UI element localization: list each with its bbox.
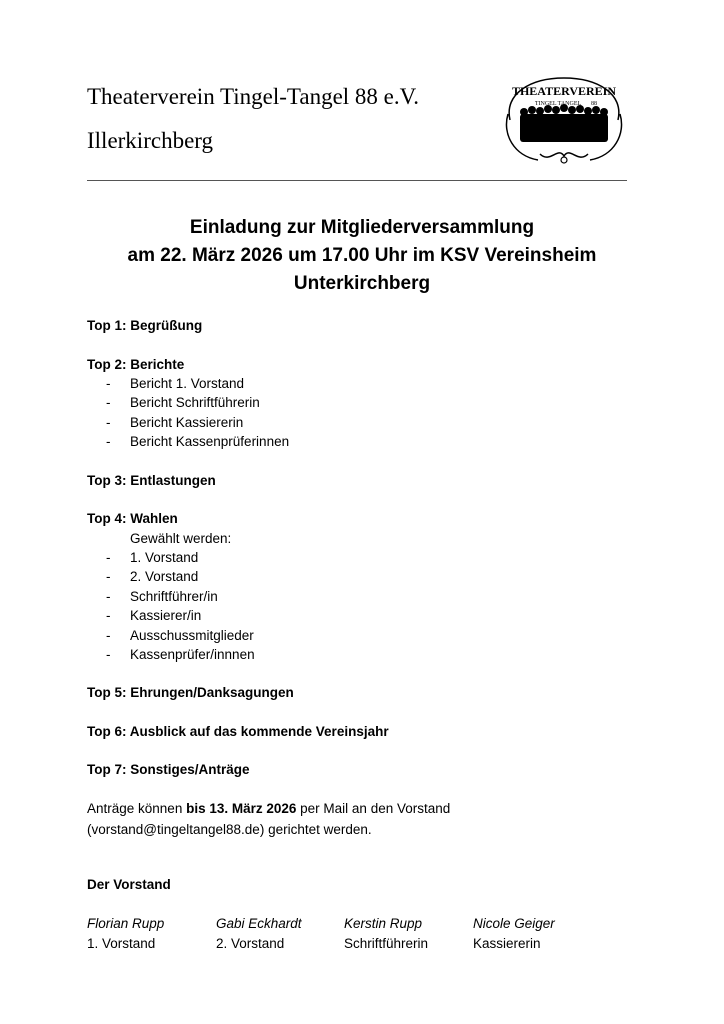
agenda-item (87, 722, 647, 742)
agenda-intro: Gewählt werden: (130, 530, 232, 546)
logo-subtitle: TINGEL TANGEL (534, 101, 582, 107)
agenda-subitem-text: Ausschussmitglieder (130, 627, 254, 643)
bullet-dash: - (106, 376, 111, 391)
agenda-subitem (87, 374, 647, 393)
agenda-heading: Top 1: Begrüßung (87, 318, 203, 333)
agenda-item (87, 509, 647, 664)
agenda-subitem-text: Bericht 1. Vorstand (130, 376, 245, 391)
agenda-item (87, 316, 647, 336)
signature-role: 2. Vorstand (216, 936, 285, 951)
theater-logo (500, 74, 628, 166)
agenda-subitem-text: 2. Vorstand (130, 569, 199, 585)
bullet-dash: - (106, 395, 111, 411)
agenda-heading: Top 7: Sonstiges/Anträge (87, 762, 250, 778)
signature-role: 1. Vorstand (87, 936, 156, 951)
bullet-dash: - (106, 414, 111, 430)
agenda-item (87, 355, 647, 452)
title-line-1: Einladung zur Mitgliederversammlung (189, 217, 535, 238)
signature-name: Kerstin Rupp (344, 916, 423, 931)
signature-name: Gabi Eckhardt (216, 916, 302, 931)
board-heading: Der Vorstand (87, 877, 171, 892)
signature-block (473, 914, 555, 954)
agenda-subitem-text: Kassierer/in (130, 608, 202, 624)
agenda-heading: Top 2: Berichte (87, 356, 185, 372)
agenda-heading: Top 6: Ausblick auf das kommende Vereinsjahr (87, 723, 389, 739)
note-text-after: per Mail an den Vorstand (296, 801, 451, 816)
signature-block (344, 914, 428, 954)
agenda-subitem (87, 432, 647, 451)
agenda-subitem (87, 606, 647, 625)
organization-city: Illerkirchberg (87, 128, 214, 153)
bullet-dash: - (106, 549, 111, 565)
invitation-title (0, 214, 724, 298)
bullet-dash: - (106, 588, 111, 604)
agenda-subitem-text: Bericht Kassenprüferinnen (130, 434, 290, 450)
signature-name: Nicole Geiger (473, 916, 555, 931)
application-note (87, 798, 647, 840)
agenda-subitem (87, 548, 647, 567)
agenda-heading: Top 3: Entlastungen (87, 472, 216, 488)
agenda-subitem-text: Kassenprüfer/innnen (130, 646, 255, 662)
agenda-heading: Top 5: Ehrungen/Danksagungen (87, 685, 294, 701)
agenda-subitem (87, 626, 647, 645)
agenda-item (87, 471, 647, 491)
signature-block (87, 914, 164, 954)
agenda-subitem (87, 413, 647, 432)
note-deadline: bis 13. März 2026 (186, 801, 297, 816)
bullet-dash: - (106, 608, 111, 624)
agenda-item (87, 683, 647, 703)
agenda (87, 316, 647, 799)
signature-name: Florian Rupp (87, 916, 165, 931)
signature-role: Schriftführerin (344, 936, 429, 951)
logo-year: 88 (591, 101, 597, 107)
agenda-sublist (87, 374, 647, 452)
agenda-subitem (87, 645, 647, 664)
header-divider (87, 180, 627, 181)
agenda-subitem-text: 1. Vorstand (130, 549, 199, 565)
bullet-dash: - (106, 569, 111, 585)
title-line-2: am 22. März 2026 um 17.00 Uhr im KSV Vereinsheim (127, 245, 597, 266)
agenda-heading: Top 4: Wahlen (87, 511, 178, 527)
signature-block (216, 914, 302, 954)
agenda-sublist (87, 548, 647, 664)
agenda-subitem-text: Schriftführer/in (130, 588, 218, 604)
agenda-subitem (87, 567, 647, 586)
bullet-dash: - (106, 627, 111, 643)
agenda-subitem (87, 587, 647, 606)
bullet-dash: - (106, 646, 111, 662)
note-text-before: Anträge können (87, 801, 187, 816)
signature-role: Kassiererin (473, 936, 541, 951)
note-email-line: (vorstand@tingeltangel88.de) gerichtet werden. (87, 822, 372, 837)
organization-name: Theaterverein Tingel-Tangel 88 e.V. (87, 84, 420, 109)
agenda-item (87, 760, 647, 780)
agenda-subitem (87, 393, 647, 412)
agenda-subitem-text: Bericht Kassiererin (130, 414, 244, 430)
bullet-dash: - (106, 434, 111, 450)
logo-wordmark: THEATERVEREIN (511, 84, 617, 98)
agenda-subitem-text: Bericht Schriftführerin (130, 395, 260, 411)
title-line-3: Unterkirchberg (293, 273, 431, 294)
